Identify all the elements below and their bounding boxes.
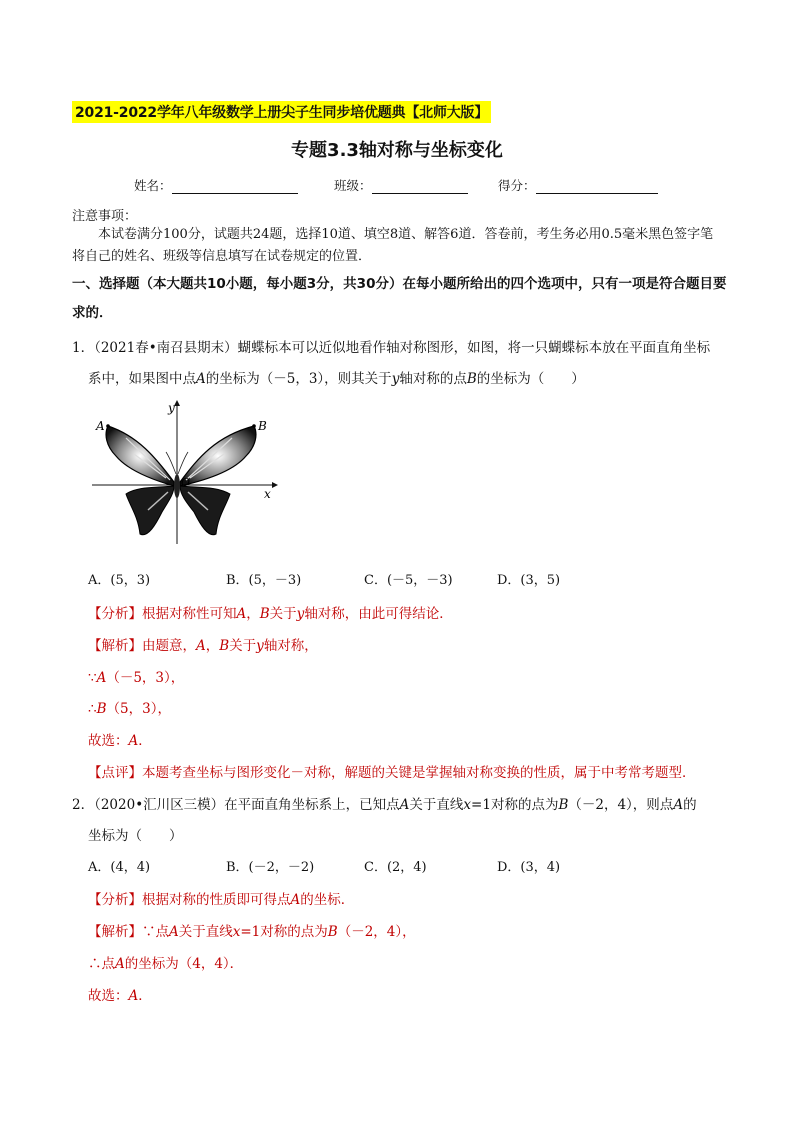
q2-option-b[interactable]: B．(－2，－2) bbox=[226, 860, 315, 875]
notice-body: 本试卷满分100分，试题共24题，选择10道、填空8道、解答6道．答卷前，考生务必用0.5毫米黑色签字笔将自己的姓名、班级等信息填写在试卷规定的位置． bbox=[72, 227, 714, 264]
label-o: O bbox=[181, 476, 191, 489]
butterfly-body bbox=[174, 474, 180, 498]
q2-solution: 【解析】∵点A关于直线x=1对称的点为B（－2，4）， bbox=[88, 924, 416, 940]
notice-heading: 注意事项： bbox=[72, 209, 138, 224]
q1-solution: 【解析】由题意，A，B关于y轴对称， bbox=[88, 638, 318, 654]
q1-option-a[interactable]: A．(5，3) bbox=[88, 573, 151, 588]
y-axis-arrow bbox=[174, 400, 180, 406]
class-label: 班级： bbox=[334, 178, 372, 193]
score-label: 得分： bbox=[498, 178, 536, 193]
q1-option-d[interactable]: D．(3，5) bbox=[497, 573, 561, 588]
label-a: A bbox=[96, 419, 105, 433]
section-heading: 一、选择题（本大题共10小题，每小题3分，共30分）在每小题所给出的四个选项中，只有一项是符合题目要求的． bbox=[72, 276, 727, 321]
q1-stem-line1: 1．（2021春•南召县期末）蝴蝶标本可以近似地看作轴对称图形，如图，将一只蝴蝶标本放在平面直角坐标 bbox=[72, 340, 711, 356]
label-y: y bbox=[168, 401, 175, 415]
q2-stem-line2: 坐标为（ ） bbox=[88, 828, 183, 844]
class-field bbox=[334, 176, 468, 194]
q1-option-c[interactable]: C．(－5，－3) bbox=[364, 573, 453, 588]
point-a bbox=[106, 424, 110, 428]
q1-option-b[interactable]: B．(5，－3) bbox=[226, 573, 302, 588]
q1-step-1: ∵A（－5，3）， bbox=[88, 670, 185, 686]
q2-option-a[interactable]: A．(4，4) bbox=[88, 860, 151, 875]
q2-option-c[interactable]: C．(2，4) bbox=[364, 860, 427, 875]
student-info-row bbox=[0, 176, 794, 198]
class-blank[interactable] bbox=[372, 179, 468, 194]
page-title: 专题3.3轴对称与坐标变化 bbox=[291, 140, 503, 161]
q1-answer: 故选：A． bbox=[88, 733, 152, 749]
name-field bbox=[134, 176, 298, 194]
name-blank[interactable] bbox=[172, 179, 298, 194]
q2-option-d[interactable]: D．(3，4) bbox=[497, 860, 561, 875]
series-banner: 2021-2022学年八年级数学上册尖子生同步培优题典【北师大版】 bbox=[72, 101, 491, 123]
q1-comment: 【点评】本题考查坐标与图形变化－对称，解题的关键是掌握轴对称变换的性质，属于中考常考题型． bbox=[88, 765, 696, 781]
q2-step-1: ∴点A的坐标为（4，4）． bbox=[88, 956, 244, 972]
q1-stem-line2: 系中，如果图中点A的坐标为（－5，3），则其关于y轴对称的点B的坐标为（ ） bbox=[88, 371, 585, 387]
q2-analysis: 【分析】根据对称的性质即可得点A的坐标． bbox=[88, 892, 355, 908]
q1-analysis: 【分析】根据对称性可知A，B关于y轴对称，由此可得结论． bbox=[88, 606, 453, 622]
score-blank[interactable] bbox=[536, 179, 658, 194]
name-label: 姓名： bbox=[134, 178, 172, 193]
score-field bbox=[498, 176, 658, 194]
label-x: x bbox=[264, 487, 271, 501]
right-hindwing bbox=[180, 486, 230, 535]
q2-stem-line1: 2．（2020•汇川区三模）在平面直角坐标系上，已知点A关于直线x=1对称的点为B（－2，4），则点A的 bbox=[72, 797, 697, 813]
butterfly-figure bbox=[86, 394, 286, 546]
q1-step-2: ∴B（5，3）， bbox=[88, 701, 171, 717]
label-b: B bbox=[258, 419, 267, 433]
q2-answer: 故选：A． bbox=[88, 988, 152, 1004]
point-b bbox=[252, 424, 256, 428]
x-axis-arrow bbox=[272, 482, 278, 488]
